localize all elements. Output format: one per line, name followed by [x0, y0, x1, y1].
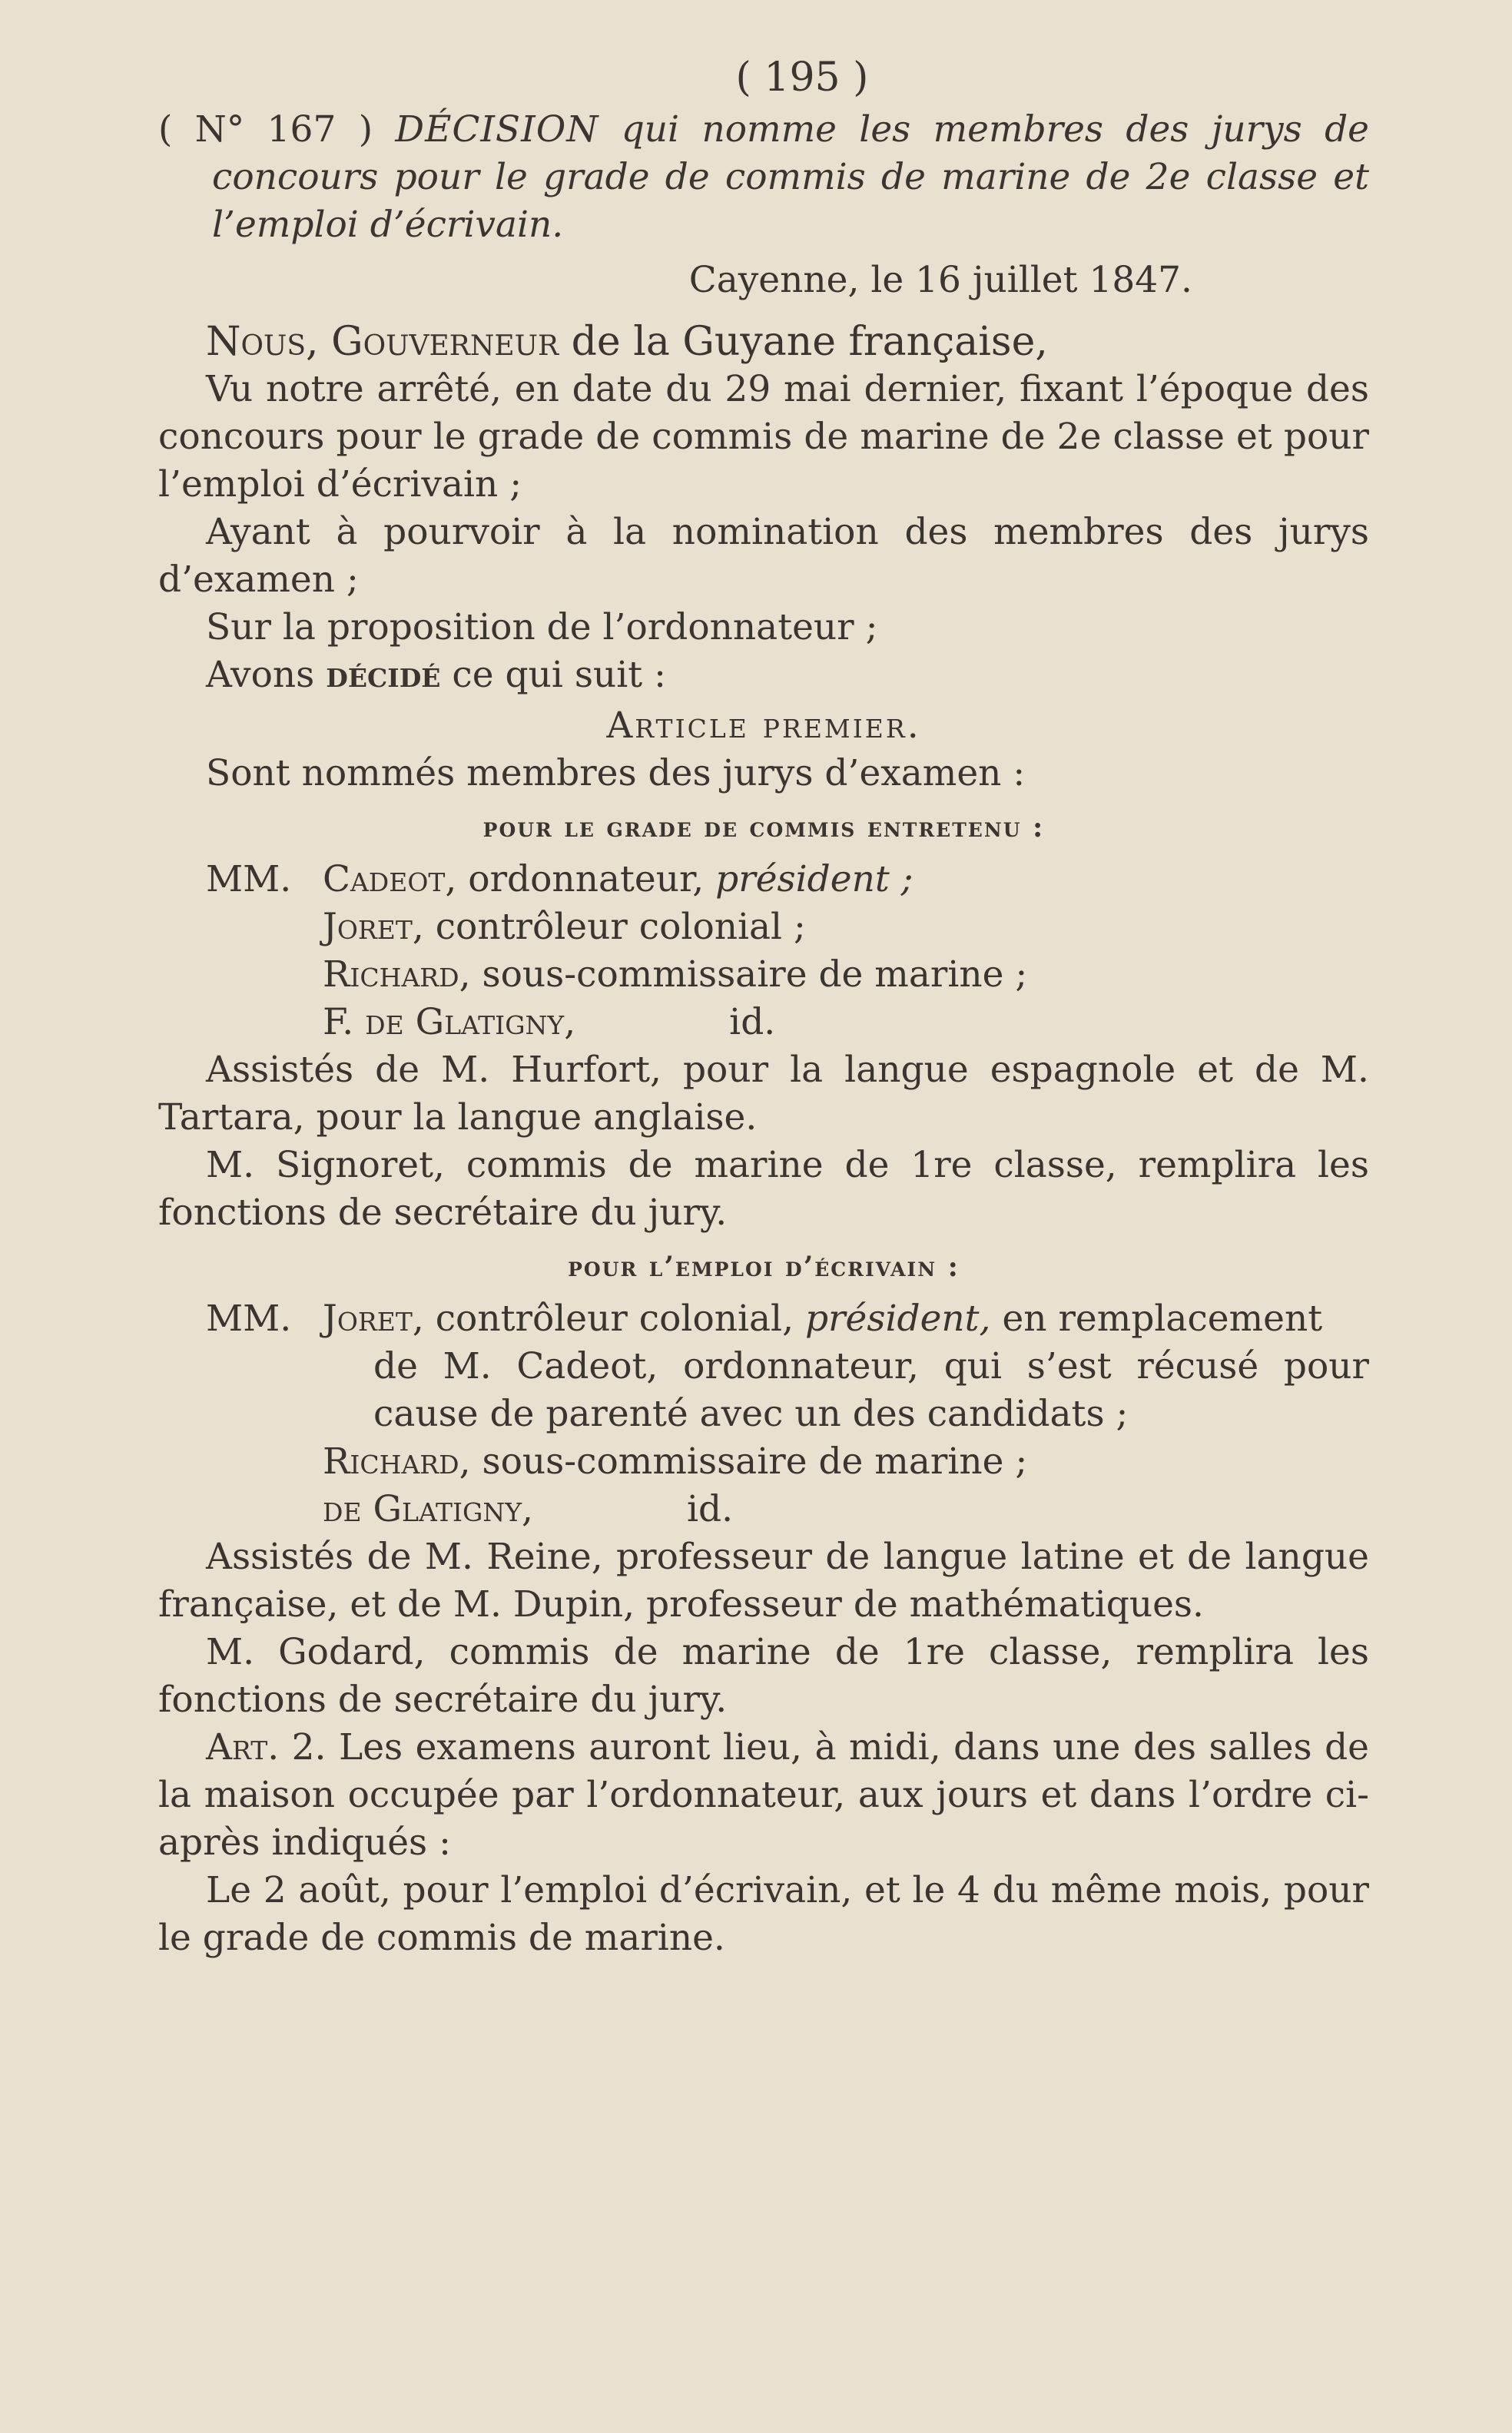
section-2-member-3: [158, 1486, 1369, 1533]
section-1-member-2: [158, 903, 1369, 951]
decision-number: ( N° 167 ): [158, 108, 373, 151]
member-role: , contrôleur colonial ;: [412, 906, 806, 948]
article-2-label: Art. 2.: [206, 1726, 327, 1768]
avons-text-a: Avons: [206, 654, 327, 696]
member-name: Joret: [323, 1298, 413, 1340]
intro-line: Nous, Gouverneur de la Guyane française,: [206, 319, 1048, 365]
member-name: Joret: [323, 906, 413, 948]
section-2-member-1-continuation: de M. Cadeot, ordonnateur, qui s’est récusé pour cause de parenté avec un des candidats ;: [373, 1345, 1369, 1435]
member-extra: président,: [804, 1298, 991, 1340]
member-role: , sous-commissaire de marine ;: [459, 1440, 1028, 1483]
intro-gouverneur: Gouverneur: [331, 319, 559, 365]
article-1-title: Article premier.: [606, 704, 921, 747]
section-1-member-3: [158, 951, 1369, 999]
member-role: , contrôleur colonial,: [412, 1298, 805, 1340]
member-name: Cadeot: [323, 858, 446, 900]
intro-nous: Nous: [206, 319, 307, 365]
avons-text-b: ce qui suit :: [440, 654, 666, 696]
avons-decide: [158, 651, 1369, 699]
member-role: , ordonnateur,: [445, 858, 716, 900]
member-role: ,: [522, 1488, 533, 1530]
considerant-3: Sur la proposition de l’ordonnateur ;: [206, 606, 878, 648]
section-1-mm: MM.: [206, 858, 292, 900]
member-role: ,: [564, 1001, 576, 1043]
section-1-title: pour le grade de commis entretenu :: [482, 811, 1045, 844]
member-id: id.: [687, 1488, 734, 1530]
decision-title: DÉCISION: [395, 108, 599, 151]
section-2-title: pour l’emploi d’écrivain :: [568, 1251, 960, 1283]
decision-heading-text: qui nomme les membres des jurys de concours pour le grade de commis de marine de 2e classe et l’emploi d’écrivain.: [212, 108, 1369, 246]
member-name: de Glatigny: [323, 1488, 522, 1530]
intro-rest: de la Guyane française,: [559, 319, 1048, 365]
decision-heading: [158, 106, 1369, 249]
document-page: [158, 54, 1369, 1962]
section-1-member-1: [158, 856, 1369, 903]
article-2-text: Les examens auront lieu, à midi, dans une des salles de la maison occupée par l’ordonnateur, aux jours et dans l’ordre ci-après indiqués :: [158, 1726, 1369, 1864]
member-name: F. de Glatigny: [323, 1001, 565, 1043]
article-2: [158, 1724, 1369, 1867]
member-id: id.: [729, 1001, 776, 1043]
member-role: , sous-commissaire de marine ;: [459, 953, 1028, 996]
section-2-member-2: [158, 1438, 1369, 1486]
section-2-member-1: [158, 1295, 1369, 1343]
section-1-secretaire: M. Signoret, commis de marine de 1re classe, remplira les fonctions de secrétaire du jury.: [158, 1144, 1369, 1234]
article-1-intro: Sont nommés membres des jurys d’examen :: [206, 752, 1026, 794]
member-extra: président ;: [715, 858, 914, 900]
avons-decide-word: décidé: [326, 654, 441, 696]
member-name: Richard: [323, 1440, 459, 1483]
member-name: Richard: [323, 953, 459, 996]
dateline: Cayenne, le 16 juillet 1847.: [688, 259, 1192, 301]
member-rest: en remplacement: [990, 1298, 1323, 1340]
dates-paragraph: Le 2 août, pour l’emploi d’écrivain, et le 4 du même mois, pour le grade de commis de marine.: [158, 1869, 1369, 1959]
considerant-2: Ayant à pourvoir à la nomination des membres des jurys d’examen ;: [158, 511, 1369, 601]
considerant-1: Vu notre arrêté, en date du 29 mai dernier, fixant l’époque des concours pour le grade de commis de marine de 2e classe et pour l’emploi d’écrivain ;: [158, 368, 1369, 505]
section-2-mm: MM.: [206, 1298, 292, 1340]
section-1-member-4: [158, 999, 1369, 1046]
section-2-secretaire: M. Godard, commis de marine de 1re classe, remplira les fonctions de secrétaire du jury.: [158, 1631, 1369, 1721]
section-2-assistes: Assistés de M. Reine, professeur de langue latine et de langue française, et de M. Dupin, professeur de mathématiques.: [158, 1536, 1369, 1626]
section-1-assistes: Assistés de M. Hurfort, pour la langue espagnole et de M. Tartara, pour la langue anglaise.: [158, 1049, 1369, 1139]
page-number: ( 195 ): [735, 55, 869, 101]
